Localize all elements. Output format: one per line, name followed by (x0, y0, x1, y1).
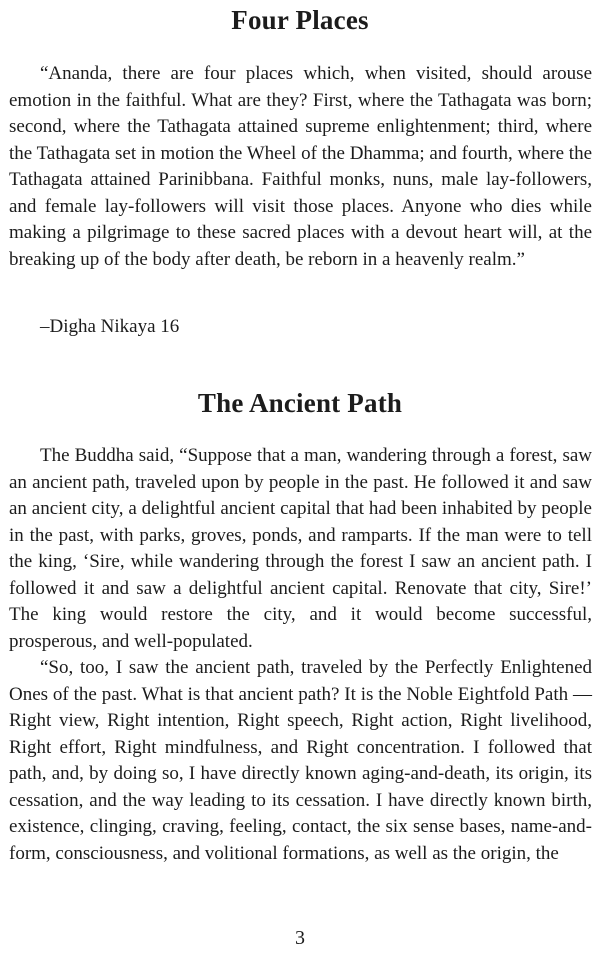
paragraph: “Ananda, there are four places which, when visited, should arouse emotion in the faithful. What are they? First, where the Tathagata was born; second, where the Tathagata attained supreme enlightenment; third, where the Tathagata set in motion the Wheel of the Dhamma; and fourth, where the Tathagata attained Parinibbana. Faithful monks, nuns, male lay-followers, and female lay-followers will visit those places. Anyone who dies while making a pilgrimage to these sacred places with a devout heart will, at the breaking up of the body after death, be reborn in a heavenly realm.” (9, 63, 592, 270)
section-body-four-places (9, 61, 592, 273)
section-title-ancient-path: The Ancient Path (197, 388, 403, 418)
section-body-ancient-path (9, 443, 592, 867)
citation: –Digha Nikaya 16 (40, 316, 180, 337)
section-title-four-places: Four Places (231, 5, 369, 35)
paragraph: The Buddha said, “Suppose that a man, wandering through a forest, saw an ancient path, traveled upon by people in the past. He followed it and saw an ancient city, a delightful ancient capital that had been inhabited by people in the past, with parks, groves, ponds, and ramparts. If the man were to tell the king, ‘Sire, while wandering through the forest I saw an ancient path. I followed it and saw a delightful ancient capital. Renovate that city, Sire!’ The king would restore the city, and it would become successful, prosperous, and well-populated. (9, 445, 592, 652)
paragraph: “So, too, I saw the ancient path, traveled by the Perfectly Enlightened Ones of the past. What is that ancient path? It is the Noble Eightfold Path —Right view, Right intention, Right speech, Right action, Right livelihood, Right effort, Right mindfulness, and Right concentration. I followed that path, and, by doing so, I have directly known aging-and-death, its origin, its cessation, and the way leading to its cessation. I have directly known birth, existence, clinging, craving, feeling, contact, the six sense bases, name-and-form, consciousness, and volitional formations, as well as the origin, the (9, 657, 592, 864)
page-number: 3 (295, 927, 305, 949)
